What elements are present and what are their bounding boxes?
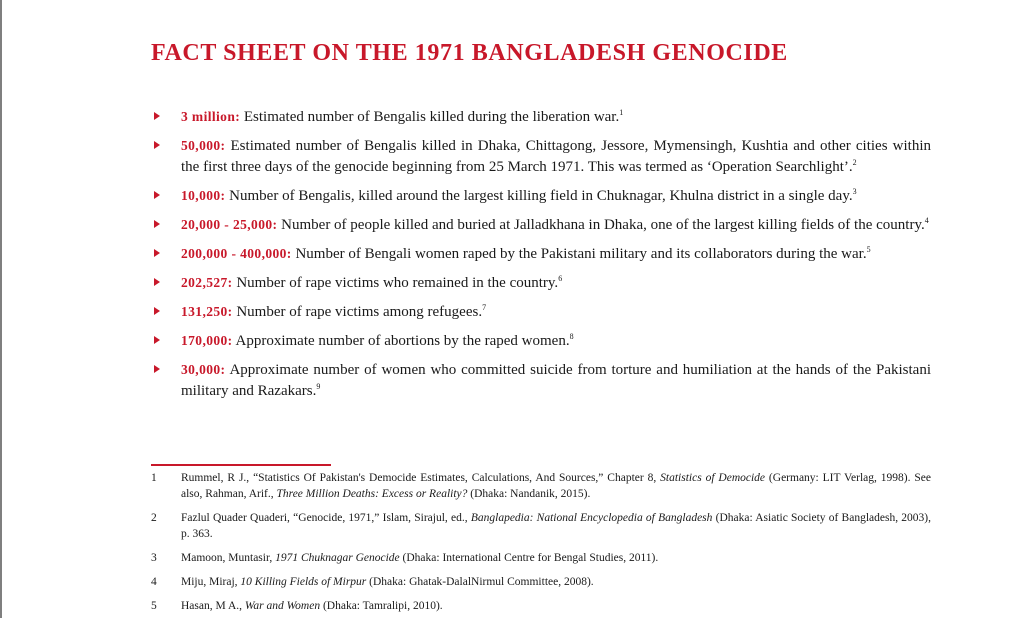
fact-item [151,214,931,236]
footnote-item [151,470,931,502]
fact-figure: 3 million: [181,109,241,124]
fact-item [151,272,931,294]
footnote-item [151,550,931,566]
fact-figure: 20,000 - 25,000: [181,217,278,232]
bullet-arrow-icon [154,365,160,373]
fact-item [151,330,931,352]
fact-item [151,106,931,128]
fact-text: Number of people killed and buried at Jalladkhana in Dhaka, one of the largest killing fields of the country. [277,217,925,233]
bullet-arrow-icon [154,249,160,257]
fact-item [151,135,931,178]
footnote-list [151,470,931,614]
footnote-title: 10 Killing Fields of Mirpur [240,576,367,588]
fact-item [151,243,931,265]
fact-figure: 30,000: [181,362,226,377]
footnote-number: 5 [151,600,157,612]
footnote-text: Rummel, R J., “Statistics Of Pakistan's Democide Estimates, Calculations, And Sources,” Chapter 8, [181,472,661,484]
footnote-ref[interactable]: 9 [316,382,321,391]
fact-figure: 200,000 - 400,000: [181,246,292,261]
fact-text: Estimated number of Bengalis killed in Dhaka, Chittagong, Jessore, Mymensingh, Kushtia and other cities within the first three days of the genocide beginning from 25 March 1971. This was termed as ‘Operation Searchlight’. [181,138,931,175]
fact-text: Estimated number of Bengalis killed during the liberation war. [240,109,620,125]
footnote-text: (Dhaka: Asiatic Society of Bangladesh, 2003), p. 363. [181,512,931,540]
footnote-ref[interactable]: 1 [619,108,624,117]
fact-item [151,185,931,207]
fact-figure: 202,527: [181,275,233,290]
footnote-text: Hasan, M A., [181,600,245,612]
bullet-arrow-icon [154,307,160,315]
fact-figure: 131,250: [181,304,233,319]
page-left-edge [0,0,2,618]
footnote-text: Mamoon, Muntasir, [181,552,276,564]
footnote-text: Miju, Miraj, [181,576,241,588]
footnote-number: 3 [151,552,157,564]
bullet-arrow-icon [154,191,160,199]
fact-text: Number of Bengalis, killed around the largest killing field in Chuknagar, Khulna district in a single day. [225,188,853,204]
footnote-ref[interactable]: 4 [924,216,929,225]
bullet-arrow-icon [154,220,160,228]
footnote-number: 2 [151,512,157,524]
footnote-text: (Dhaka: Tamralipi, 2010). [320,600,443,612]
page-title: FACT SHEET ON THE 1971 BANGLADESH GENOCIDE [151,40,788,66]
bullet-arrow-icon [154,112,160,120]
fact-text: Approximate number of women who committed suicide from torture and humiliation at the hands of the Pakistani military and Razakars. [181,362,931,399]
footnote-title: 1971 Chuknagar Genocide [275,552,400,564]
footnote-text: (Dhaka: Ghatak-DalalNirmul Committee, 2008). [366,576,594,588]
footnote-number: 4 [151,576,157,588]
fact-item [151,301,931,323]
bullet-arrow-icon [154,141,160,149]
fact-item [151,359,931,402]
footnote-ref[interactable]: 5 [866,245,871,254]
footnote-text: Fazlul Quader Quaderi, “Genocide, 1971,” Islam, Sirajul, ed., [181,512,471,524]
fact-text: Number of Bengali women raped by the Pakistani military and its collaborators during the war. [291,246,867,262]
footnote-title: War and Women [244,600,321,612]
footnote-text: (Dhaka: International Centre for Bengal Studies, 2011). [399,552,659,564]
bullet-arrow-icon [154,278,160,286]
footnote-title: Statistics of Democide [660,472,766,484]
fact-figure: 50,000: [181,138,226,153]
footnote-ref[interactable]: 2 [852,158,857,167]
fact-text: Approximate number of abortions by the raped women. [232,333,570,349]
footnote-item [151,510,931,542]
footnote-divider [151,464,331,466]
footnote-ref[interactable]: 7 [482,303,487,312]
fact-text: Number of rape victims among refugees. [232,304,483,320]
bullet-arrow-icon [154,336,160,344]
footnote-text: (Dhaka: Nandanik, 2015). [467,488,591,500]
fact-list [151,106,931,402]
footnote-number: 1 [151,472,157,484]
footnote-text: (Germany: LIT Verlag, 1998). See also, Rahman, Arif., [181,472,931,500]
footnote-title: Three Million Deaths: Excess or Reality? [276,488,468,500]
footnote-ref[interactable]: 8 [569,332,574,341]
fact-figure: 10,000: [181,188,226,203]
footnote-item [151,574,931,590]
fact-figure: 170,000: [181,333,233,348]
fact-text: Number of rape victims who remained in the country. [232,275,559,291]
footnote-item [151,598,931,614]
footnote-ref[interactable]: 3 [852,187,857,196]
footnote-title: Banglapedia: National Encyclopedia of Bangladesh [470,512,713,524]
footnote-ref[interactable]: 6 [558,274,563,283]
